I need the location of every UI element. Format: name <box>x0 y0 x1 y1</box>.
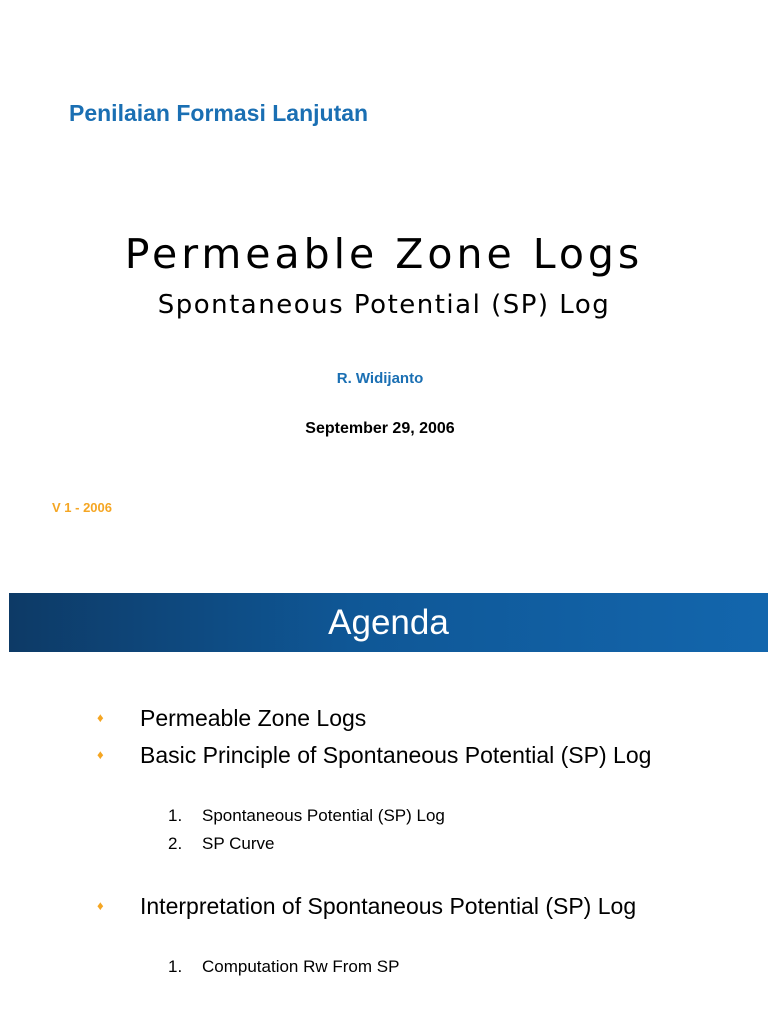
subitem-number: 1. <box>168 957 183 976</box>
presentation-date: September 29, 2006 <box>305 420 455 437</box>
author-name: R. Widijanto <box>336 370 424 387</box>
agenda-item: Permeable Zone Logs <box>140 705 367 731</box>
subitem-label: Spontaneous Potential (SP) Log <box>202 806 445 825</box>
course-title: Penilaian Formasi Lanjutan <box>69 100 369 126</box>
version-label: V 1 - 2006 <box>52 500 112 515</box>
agenda-subitem <box>168 806 445 826</box>
bullet-diamond-icon: ♦ <box>97 710 104 725</box>
agenda-item: Basic Principle of Spontaneous Potential (SP) Log <box>140 742 652 768</box>
subitem-number: 1. <box>168 806 183 825</box>
agenda-subitem <box>168 957 399 977</box>
sub-title: Spontaneous Potential (SP) Log <box>157 290 611 320</box>
agenda-title: Agenda <box>328 602 449 642</box>
bullet-diamond-icon: ♦ <box>97 747 104 762</box>
subitem-number: 2. <box>168 834 183 853</box>
agenda-banner <box>9 593 768 652</box>
bullet-diamond-icon: ♦ <box>97 898 104 913</box>
subitem-label: SP Curve <box>202 834 275 853</box>
agenda-subitem <box>168 834 274 854</box>
agenda-item: Interpretation of Spontaneous Potential (SP) Log <box>140 893 637 919</box>
subitem-label: Computation Rw From SP <box>202 957 400 976</box>
main-title: Permeable Zone Logs <box>124 230 644 278</box>
